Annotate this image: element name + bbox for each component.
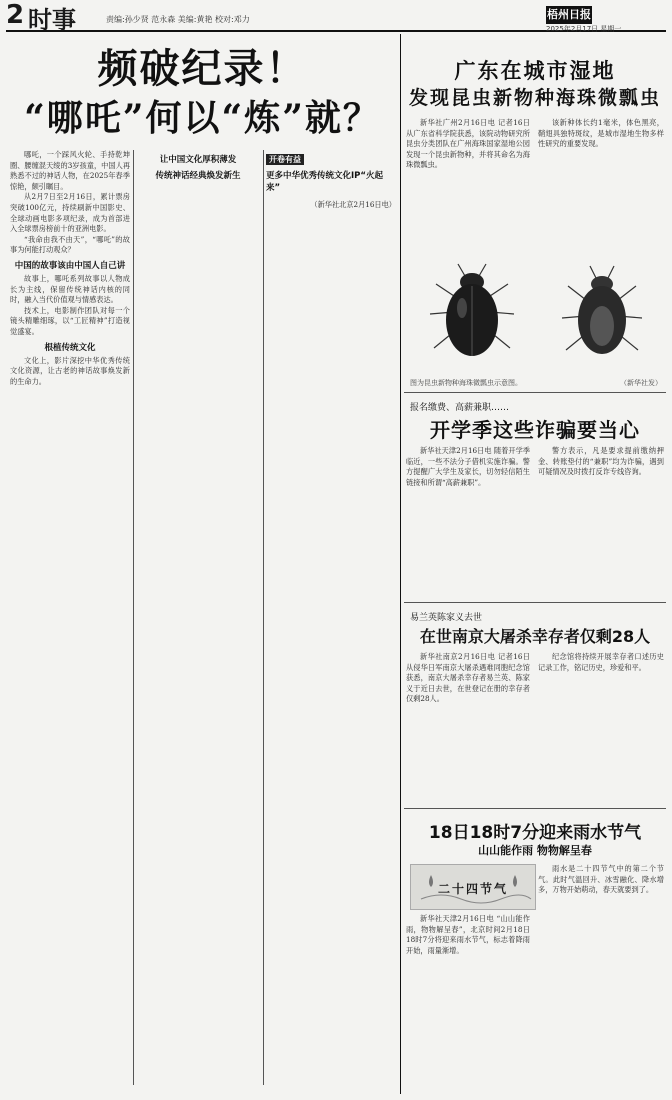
insect-text-col-1 <box>406 118 530 248</box>
editor-credits: 责编:孙少贤 范永森 美编:黄艳 校对:邓力 <box>106 15 250 24</box>
main-headline <box>10 44 395 142</box>
page-number: 2 <box>6 0 25 30</box>
section-rule <box>404 392 666 393</box>
solar-term-label: 二十四节气 <box>437 882 508 896</box>
section-rule <box>404 808 666 809</box>
page-header <box>6 0 666 34</box>
beetle-dorsal-icon <box>410 256 534 374</box>
newspaper-logo: 梧州日报 <box>546 6 592 24</box>
nanjing-headline: 在世南京大屠杀幸存者仅剩28人 <box>419 627 651 646</box>
body-paragraph-1: 故事上，哪吒系列故事以人物成长为主线，保留传统神话内核的同时，融入当代价值观与情感表达。 <box>10 273 130 305</box>
beetle-photo-right <box>540 256 664 374</box>
photo-caption <box>410 378 662 388</box>
column-divider <box>263 150 264 1085</box>
insect-body-2: 该新种体长约1毫米，体色黑亮，鞘翅具独特斑纹，是城市湿地生物多样性研究的重要发现。 <box>538 118 664 149</box>
column-divider <box>133 150 134 1085</box>
scam-body-1: 新华社天津2月16日电 随着开学季临近，一些不法分子借机实施诈骗。警方提醒广大学生及家长，切勿轻信陌生链接和所谓“高薪兼职”。 <box>406 446 530 487</box>
rain-subtitle: 山山能作雨 物物解呈春 <box>478 844 592 857</box>
issue-date: 2025年2月17日 星期一 <box>546 25 622 33</box>
rain-body-2: 雨水是二十四节气中的第二个节气。此时气温回升、冰雪融化、降水增多，万物开始萌动，春天就要到了。 <box>538 864 664 895</box>
section-divider <box>400 34 401 1094</box>
rain-text-col-2 <box>538 864 664 1094</box>
subhead-open-book: 开卷有益 <box>266 154 396 166</box>
caption-text: 图为昆虫新物种海珠微瓢虫示意图。 <box>410 379 522 387</box>
subhead-tradition: 根植传统文化 <box>44 342 96 353</box>
body-paragraph-2: 技术上，电影制作团队对每一个镜头精雕细琢，以“工匠精神”打造视觉盛宴。 <box>10 305 130 336</box>
scam-headline: 开学季这些诈骗要当心 <box>430 418 640 442</box>
scam-body-2: 警方表示，凡是要求提前缴纳押金、转账垫付的“兼职”均为诈骗，遇到可疑情况及时拨打反诈专线咨询。 <box>538 446 664 477</box>
scam-kicker: 报名缴费、高薪兼职…… <box>410 403 510 413</box>
insect-body-1: 新华社广州2月16日电 记者16日从广东省科学院获悉，该院动物研究所昆虫分类团队在广州海珠国家湿地公园发现一个昆虫新物种，并将其命名为海珠微瓢虫。 <box>406 118 530 170</box>
nanjing-text-col-2 <box>538 652 664 802</box>
rain-body-1: 新华社天津2月16日电 “山山能作雨，物物解呈春”，北京时间2月18日18时7分将迎来雨水节气，标志着降雨开始，雨量渐增。 <box>406 914 530 955</box>
scam-text-col-1 <box>406 446 530 596</box>
insect-title-line2: 发现昆虫新物种海珠微瓢虫 <box>408 87 661 109</box>
section-rule <box>404 602 666 603</box>
solar-term-badge <box>410 864 536 910</box>
subhead-more-ip: 更多中华优秀传统文化IP“火起来” <box>266 171 383 193</box>
main-headline-line1: 频破纪录！ <box>97 45 308 92</box>
beetle-ventral-icon <box>540 256 664 374</box>
lead-paragraph-3: “我命由我不由天”，“哪吒”的故事为何能打动观众？ <box>10 234 130 255</box>
subhead-culture: 让中国文化厚积薄发 <box>159 155 237 165</box>
lead-paragraph-1: 哪吒，一个踩风火轮、手持乾坤圈、腰缠混天绫的3岁孩童，中国人再熟悉不过的神话人物，在2025年春季惊艳，颇引瞩目。 <box>10 150 130 191</box>
nanjing-body-2: 纪念馆将持续开展幸存者口述历史记录工作，铭记历史，珍爱和平。 <box>538 652 664 672</box>
photo-credit: （新华社发） <box>620 379 662 387</box>
signoff: （新华社北京2月16日电） <box>310 200 396 209</box>
rain-text-col-1 <box>406 914 530 1094</box>
subhead-story: 中国的故事该由中国人自己讲 <box>14 260 126 271</box>
nanjing-kicker: 易兰英陈家义去世 <box>410 613 483 623</box>
main-article-col-1 <box>10 150 130 1085</box>
rain-headline: 18日18时7分迎来雨水节气 <box>428 823 642 843</box>
insect-text-col-2 <box>538 118 664 248</box>
subhead-myth: 传统神话经典焕发新生 <box>155 171 241 181</box>
main-article-col-3 <box>266 150 396 1085</box>
lead-paragraph-2: 从2月7日至2月16日，累计票房突破100亿元，持续刷新中国影史、全球动画电影多项纪录，成为首部进入全球票房榜前十的亚洲电影。 <box>10 192 130 234</box>
beetle-photo-left <box>410 256 534 374</box>
scam-text-col-2 <box>538 446 664 596</box>
insect-title-line1: 广东在城市湿地 <box>454 59 616 83</box>
nanjing-body-1: 新华社南京2月16日电 记者16日从侵华日军南京大屠杀遇难同胞纪念馆获悉，南京大屠杀幸存者易兰英、陈家义于近日去世，在世登记在册的幸存者仅剩28人。 <box>406 652 530 704</box>
main-headline-line2: “哪吒”何以“炼”就？ <box>24 97 381 139</box>
insect-headline <box>406 58 664 111</box>
nanjing-text-col-1 <box>406 652 530 802</box>
body-paragraph-3: 文化上，影片深挖中华优秀传统文化资源，让古老的神话故事焕发新的生命力。 <box>10 355 130 386</box>
main-article-col-2 <box>136 150 260 1085</box>
section-title: 时事 <box>28 6 76 34</box>
